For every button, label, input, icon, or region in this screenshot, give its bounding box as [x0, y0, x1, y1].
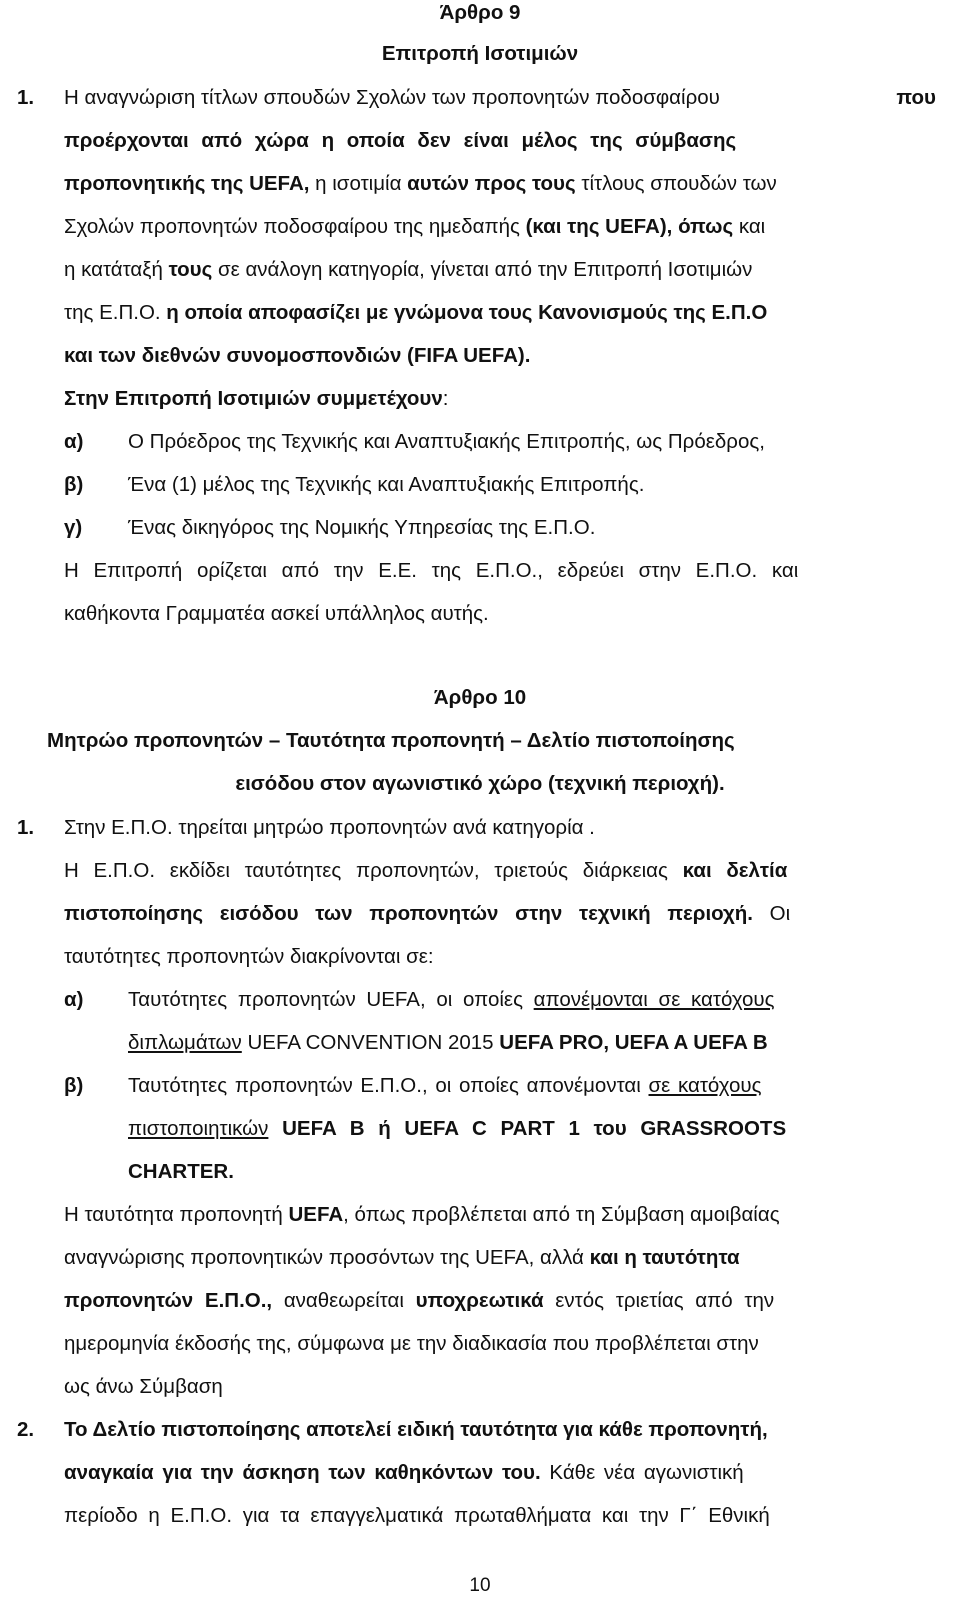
paragraph-line: Ταυτότητες προπονητών Ε.Π.Ο., οι οποίες απονέμονται σε κατόχους: [128, 1074, 762, 1097]
paragraph-line: της Ε.Π.Ο. η οποία αποφασίζει με γνώμονα τους Κανονισμούς της Ε.Π.Ο: [64, 301, 768, 324]
paragraph-line: διπλωμάτων UEFA CONVENTION 2015 UEFA PRO, UEFA A UEFA B: [128, 1031, 768, 1054]
paragraph-line: προπονητών Ε.Π.Ο., αναθεωρείται υποχρεωτικά εντός τριετίας από την: [64, 1289, 775, 1312]
paragraph-line: αναγκαία για την άσκηση των καθηκόντων του. Κάθε νέα αγωνιστική: [64, 1461, 744, 1484]
paragraph-line: Η Επιτροπή ορίζεται από την Ε.Ε. της Ε.Π.Ο., εδρεύει στην Ε.Π.Ο. και: [64, 559, 799, 582]
member-text: Ένας δικηγόρος της Νομικής Υπηρεσίας της Ε.Π.Ο.: [128, 516, 596, 539]
paragraph-line: και των διεθνών συνομοσπονδιών (FIFA UEFA).: [64, 344, 531, 367]
paragraph-line: Ταυτότητες προπονητών UEFA, οι οποίες απονέμονται σε κατόχους: [128, 988, 775, 1011]
paragraph-line: Η ταυτότητα προπονητή UEFA, όπως προβλέπεται από τη Σύμβαση αμοιβαίας: [64, 1203, 780, 1226]
paragraph-line: περίοδο η Ε.Π.Ο. για τα επαγγελματικά πρωταθλήματα και την Γ΄ Εθνική: [64, 1504, 770, 1527]
paragraph-line: ως άνω Σύμβαση: [64, 1375, 223, 1398]
member-label: α): [64, 430, 84, 453]
article-9-heading: Άρθρο 9: [439, 1, 521, 24]
paragraph-line: Η Ε.Π.Ο. εκδίδει ταυτότητες προπονητών, τριετούς διάρκειας και δελτία: [64, 859, 788, 882]
list-label: β): [64, 1074, 84, 1097]
page-number: 10: [469, 1575, 491, 1596]
paragraph-line: Στην Επιτροπή Ισοτιμιών συμμετέχουν:: [64, 387, 449, 410]
paragraph-line: CHARTER.: [128, 1160, 234, 1183]
paragraph-line: καθήκοντα Γραμματέα ασκεί υπάλληλος αυτής.: [64, 602, 489, 625]
paragraph-line: πιστοποιητικών UEFA B ή UEFA C PART 1 του GRASSROOTS: [128, 1117, 787, 1140]
list-label: α): [64, 988, 84, 1011]
member-label: β): [64, 473, 84, 496]
member-text: Ο Πρόεδρος της Τεχνικής και Αναπτυξιακής Επιτροπής, ως Πρόεδρος,: [128, 430, 765, 453]
paragraph-line: Η αναγνώριση τίτλων σπουδών Σχολών των προπονητών ποδοσφαίρου που: [64, 86, 936, 109]
member-text: Ένα (1) μέλος της Τεχνικής και Αναπτυξιακής Επιτροπής.: [128, 473, 645, 496]
article-10-title: εισόδου στον αγωνιστικό χώρο (τεχνική περιοχή).: [235, 772, 725, 795]
paragraph-line: ημερομηνία έκδοσής της, σύμφωνα με την διαδικασία που προβλέπεται στην: [64, 1332, 759, 1355]
article-10-heading: Άρθρο 10: [433, 686, 527, 709]
article-9-subheading: Επιτροπή Ισοτιμιών: [381, 42, 579, 65]
paragraph-line: προέρχονται από χώρα η οποία δεν είναι μέλος της σύμβασης: [64, 129, 737, 152]
paragraph-line: η κατάταξή τους σε ανάλογη κατηγορία, γίνεται από την Επιτροπή Ισοτιμιών: [64, 258, 753, 281]
item-number: 1.: [17, 86, 35, 109]
paragraph-line: Σχολών προπονητών ποδοσφαίρου της ημεδαπής (και της UEFA), όπως και: [64, 215, 766, 238]
paragraph-line: ταυτότητες προπονητών διακρίνονται σε:: [64, 945, 434, 968]
paragraph-line: Στην Ε.Π.Ο. τηρείται μητρώο προπονητών ανά κατηγορία .: [64, 816, 595, 839]
paragraph-line: αναγνώρισης προπονητικών προσόντων της UEFA, αλλά και η ταυτότητα: [64, 1246, 740, 1269]
paragraph-line: προπονητικής της UEFA, η ισοτιμία αυτών προς τους τίτλους σπουδών των: [64, 172, 777, 195]
item-number: 2.: [17, 1418, 35, 1441]
member-label: γ): [64, 516, 83, 539]
article-10-title: Μητρώο προπονητών – Ταυτότητα προπονητή – Δελτίο πιστοποίησης: [47, 729, 735, 752]
item-number: 1.: [17, 816, 35, 839]
paragraph-line: πιστοποίησης εισόδου των προπονητών στην τεχνική περιοχή. Οι: [64, 902, 791, 925]
paragraph-line: Το Δελτίο πιστοποίησης αποτελεί ειδική ταυτότητα για κάθε προπονητή,: [64, 1418, 768, 1441]
